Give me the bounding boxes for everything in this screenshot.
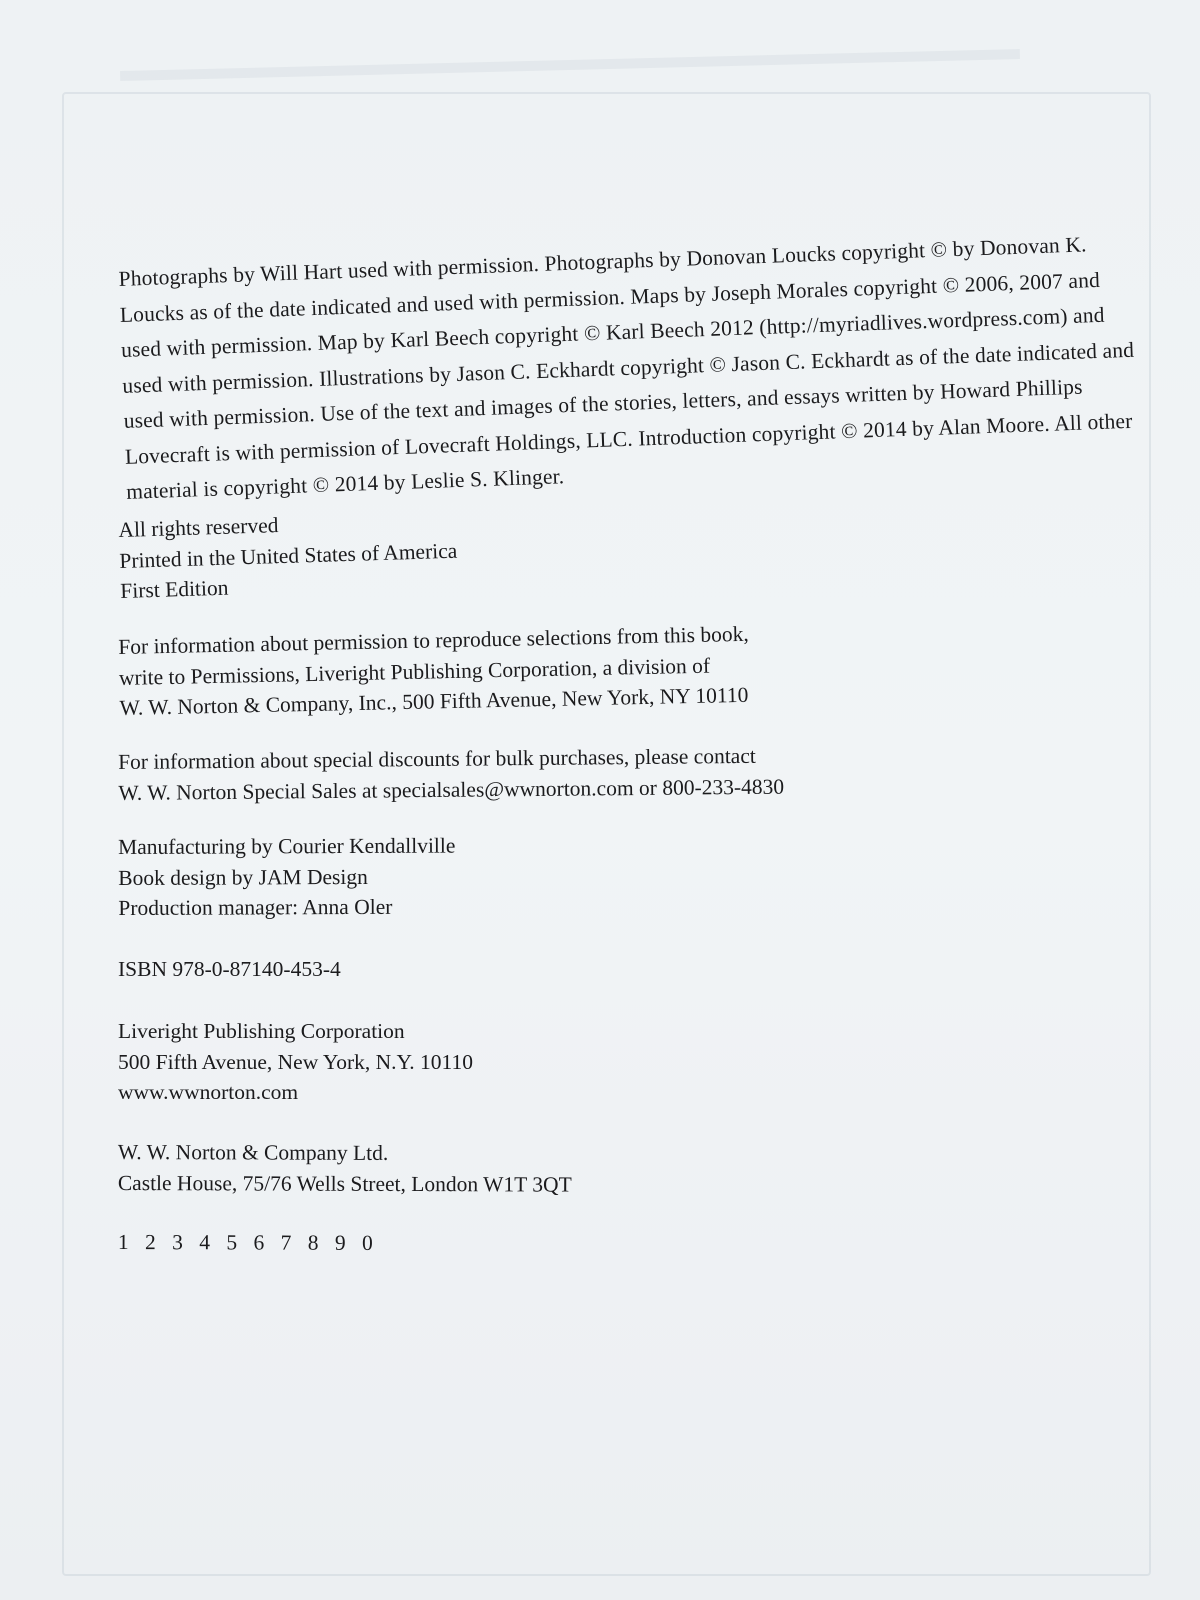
rights-reserved: All rights reserved bbox=[118, 513, 279, 542]
permissions-line-3: W. W. Norton & Company, Inc., 500 Fifth Avenue, New York, NY 10110 bbox=[119, 682, 749, 720]
credits-paragraph: Photographs by Will Hart used with permission. Photographs by Donovan Loucks copyright © by Donovan K. Loucks as of the date indicated and used with permission. Maps by Joseph Morales copyright © 2006, 2007 and used with permission. Map by Karl Beech copyright © Karl Beech 2012 (http://myriadlives.wordpress.com) and used with permission. Illustrations by Jason C. Eckhardt copyright © Jason C. Eckhardt as of the date indicated and used with permission. Use of the text and images of the stories, letters, and essays written by Howard Phillips Lovecraft is with permission of Lovecraft Holdings, LLC. Introduction copyright © 2014 by Alan Moore. All other material is copyright © 2014 by Leslie S. Klinger. bbox=[118, 232, 1135, 504]
copyright-content bbox=[117, 232, 1138, 1255]
permissions-line-1: For information about permission to reproduce selections from this book, bbox=[118, 621, 749, 659]
isbn-block bbox=[118, 954, 341, 985]
special-sales-block bbox=[118, 741, 784, 808]
printing-number-line: 1 2 3 4 5 6 7 8 9 0 bbox=[117, 1230, 379, 1255]
us-publisher-address: 500 Fifth Avenue, New York, N.Y. 10110 bbox=[118, 1049, 473, 1074]
bleed-through-text bbox=[120, 49, 1020, 81]
production-manager: Production manager: Anna Oler bbox=[118, 894, 393, 920]
us-publisher-name: Liveright Publishing Corporation bbox=[118, 1019, 405, 1043]
uk-publisher-block bbox=[118, 1137, 572, 1200]
uk-publisher-name: W. W. Norton & Company Ltd. bbox=[117, 1140, 389, 1165]
manufacturing-credit: Manufacturing by Courier Kendallville bbox=[118, 833, 456, 859]
design-credit: Book design by JAM Design bbox=[118, 864, 368, 890]
rights-block bbox=[118, 505, 459, 607]
uk-publisher-address: Castle House, 75/76 Wells Street, London W1T 3QT bbox=[117, 1170, 572, 1197]
production-block bbox=[118, 831, 456, 924]
special-sales-line-1: For information about special discounts for bulk purchases, please contact bbox=[118, 743, 756, 774]
publisher-website: www.wwnorton.com bbox=[118, 1080, 299, 1104]
edition: First Edition bbox=[119, 575, 229, 603]
us-publisher-block bbox=[118, 1016, 473, 1108]
permissions-block bbox=[118, 619, 750, 724]
permissions-line-2: write to Permissions, Liveright Publishing Corporation, a division of bbox=[118, 653, 711, 690]
isbn: ISBN 978-0-87140-453-4 bbox=[118, 957, 341, 981]
printing-line-block bbox=[118, 1227, 378, 1258]
printed-in: Printed in the United States of America bbox=[119, 538, 458, 573]
special-sales-line-2: W. W. Norton Special Sales at specialsales@wwnorton.com or 800-233-4830 bbox=[118, 774, 785, 805]
